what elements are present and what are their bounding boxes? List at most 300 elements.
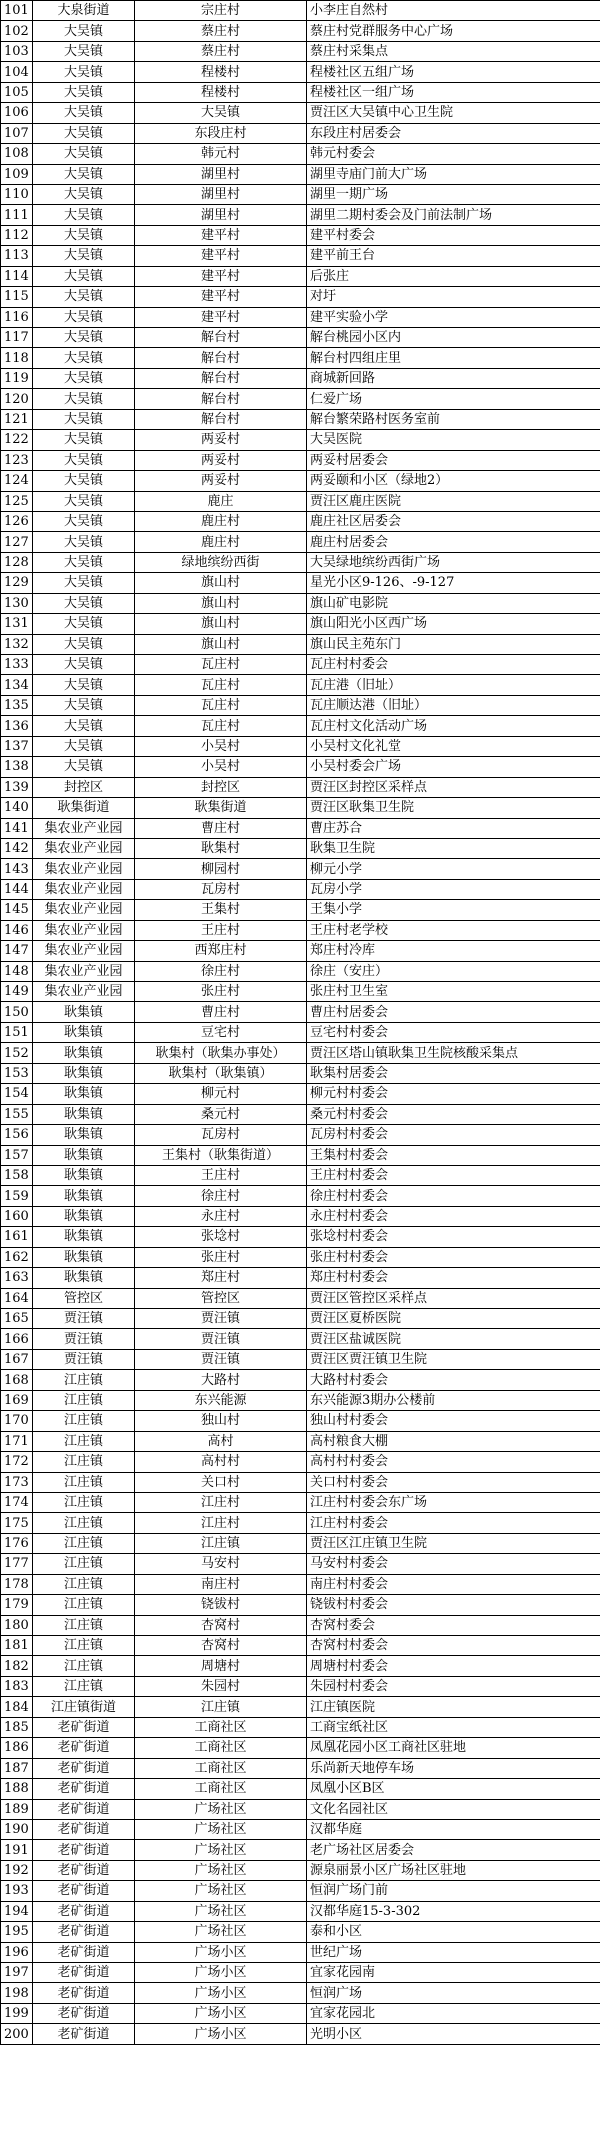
row-number: 134	[1, 675, 33, 695]
site-cell: 南庄村村委会	[307, 1574, 600, 1594]
town-cell: 集农业产业园	[33, 859, 135, 879]
row-number: 113	[1, 246, 33, 266]
village-cell: 宗庄村	[135, 1, 307, 21]
site-cell: 贾汪区塔山镇耿集卫生院核酸采集点	[307, 1043, 600, 1063]
row-number: 197	[1, 1963, 33, 1983]
village-cell: 贾汪镇	[135, 1329, 307, 1349]
table-row	[1, 1247, 600, 1267]
site-cell: 对圩	[307, 287, 600, 307]
town-cell: 集农业产业园	[33, 838, 135, 858]
town-cell: 老矿街道	[33, 1779, 135, 1799]
town-cell: 集农业产业园	[33, 920, 135, 940]
table-row	[1, 1349, 600, 1369]
town-cell: 集农业产业园	[33, 941, 135, 961]
site-cell: 程楼社区一组广场	[307, 82, 600, 102]
village-cell: 江庄村	[135, 1513, 307, 1533]
village-cell: 广场社区	[135, 1819, 307, 1839]
village-cell: 建平村	[135, 266, 307, 286]
site-cell: 建平前王台	[307, 246, 600, 266]
village-cell: 江庄镇	[135, 1533, 307, 1553]
row-number: 165	[1, 1309, 33, 1329]
village-cell: 建平村	[135, 225, 307, 245]
site-cell: 工商宝纸社区	[307, 1717, 600, 1737]
row-number: 180	[1, 1615, 33, 1635]
table-row	[1, 1104, 600, 1124]
village-cell: 瓦庄村	[135, 695, 307, 715]
site-cell: 江庄村村委会东广场	[307, 1492, 600, 1512]
town-cell: 大吴镇	[33, 675, 135, 695]
table-row	[1, 838, 600, 858]
row-number: 141	[1, 818, 33, 838]
row-number: 174	[1, 1492, 33, 1512]
row-number: 177	[1, 1554, 33, 1574]
town-cell: 江庄镇	[33, 1554, 135, 1574]
village-cell: 王庄村	[135, 1165, 307, 1185]
row-number: 190	[1, 1819, 33, 1839]
row-number: 178	[1, 1574, 33, 1594]
row-number: 158	[1, 1165, 33, 1185]
village-cell: 江庄村	[135, 1492, 307, 1512]
town-cell: 耿集镇	[33, 1043, 135, 1063]
row-number: 168	[1, 1370, 33, 1390]
town-cell: 大吴镇	[33, 123, 135, 143]
village-cell: 两妥村	[135, 471, 307, 491]
row-number: 146	[1, 920, 33, 940]
table-row	[1, 1186, 600, 1206]
village-cell: 瓦庄村	[135, 716, 307, 736]
town-cell: 耿集镇	[33, 1186, 135, 1206]
village-cell: 桑元村	[135, 1104, 307, 1124]
town-cell: 大吴镇	[33, 695, 135, 715]
table-row	[1, 1431, 600, 1451]
village-cell: 高村村	[135, 1452, 307, 1472]
site-cell: 柳元小学	[307, 859, 600, 879]
site-cell: 豆宅村村委会	[307, 1022, 600, 1042]
table-row	[1, 1227, 600, 1247]
village-cell: 解台村	[135, 368, 307, 388]
village-cell: 解台村	[135, 328, 307, 348]
town-cell: 大吴镇	[33, 307, 135, 327]
table-row	[1, 103, 600, 123]
village-cell: 广场社区	[135, 1881, 307, 1901]
village-cell: 广场小区	[135, 1942, 307, 1962]
town-cell: 江庄镇	[33, 1656, 135, 1676]
row-number: 187	[1, 1758, 33, 1778]
table-row	[1, 2003, 600, 2023]
village-cell: 西郑庄村	[135, 941, 307, 961]
village-cell: 瓦庄村	[135, 675, 307, 695]
site-cell: 贾汪区管控区采样点	[307, 1288, 600, 1308]
row-number: 115	[1, 287, 33, 307]
table-row	[1, 1, 600, 21]
site-cell: 乐尚新天地停车场	[307, 1758, 600, 1778]
site-cell: 泰和小区	[307, 1922, 600, 1942]
table-row	[1, 1860, 600, 1880]
row-number: 170	[1, 1411, 33, 1431]
village-cell: 湖里村	[135, 164, 307, 184]
row-number: 116	[1, 307, 33, 327]
table-row	[1, 1963, 600, 1983]
table-row	[1, 1738, 600, 1758]
table-row	[1, 695, 600, 715]
town-cell: 老矿街道	[33, 1901, 135, 1921]
town-cell: 大吴镇	[33, 450, 135, 470]
site-cell: 东兴能源3期办公楼前	[307, 1390, 600, 1410]
site-cell: 湖里寺庙门前大广场	[307, 164, 600, 184]
village-cell: 绿地缤纷西街	[135, 552, 307, 572]
town-cell: 集农业产业园	[33, 982, 135, 1002]
town-cell: 老矿街道	[33, 1799, 135, 1819]
table-row	[1, 1390, 600, 1410]
town-cell: 贾汪镇	[33, 1349, 135, 1369]
site-cell: 源泉丽景小区广场社区驻地	[307, 1860, 600, 1880]
village-cell: 朱园村	[135, 1676, 307, 1696]
site-cell: 瓦庄顺达港（旧址）	[307, 695, 600, 715]
table-row	[1, 205, 600, 225]
site-cell: 贾汪区耿集卫生院	[307, 798, 600, 818]
table-row	[1, 1656, 600, 1676]
village-cell: 广场社区	[135, 1840, 307, 1860]
village-cell: 大路村	[135, 1370, 307, 1390]
table-row	[1, 941, 600, 961]
row-number: 106	[1, 103, 33, 123]
town-cell: 耿集镇	[33, 1063, 135, 1083]
table-row	[1, 1554, 600, 1574]
site-cell: 徐庄村村委会	[307, 1186, 600, 1206]
table-row	[1, 82, 600, 102]
site-cell: 程楼社区五组广场	[307, 62, 600, 82]
town-cell: 江庄镇	[33, 1574, 135, 1594]
table-row	[1, 1533, 600, 1553]
site-cell: 贾汪区夏桥医院	[307, 1309, 600, 1329]
town-cell: 江庄镇街道	[33, 1697, 135, 1717]
town-cell: 大吴镇	[33, 144, 135, 164]
village-cell: 耿集村（耿集办事处）	[135, 1043, 307, 1063]
row-number: 184	[1, 1697, 33, 1717]
site-cell: 朱园村村委会	[307, 1676, 600, 1696]
town-cell: 老矿街道	[33, 2003, 135, 2023]
site-cell: 王庄村村委会	[307, 1165, 600, 1185]
table-row	[1, 287, 600, 307]
village-cell: 两妥村	[135, 450, 307, 470]
row-number: 171	[1, 1431, 33, 1451]
table-row	[1, 1636, 600, 1656]
village-cell: 工商社区	[135, 1779, 307, 1799]
table-row	[1, 1268, 600, 1288]
village-cell: 柳园村	[135, 859, 307, 879]
town-cell: 大吴镇	[33, 409, 135, 429]
table-row	[1, 1288, 600, 1308]
row-number: 181	[1, 1636, 33, 1656]
table-row	[1, 409, 600, 429]
site-cell: 商城新回路	[307, 368, 600, 388]
row-number: 143	[1, 859, 33, 879]
town-cell: 大吴镇	[33, 471, 135, 491]
row-number: 161	[1, 1227, 33, 1247]
town-cell: 大吴镇	[33, 328, 135, 348]
village-cell: 湖里村	[135, 184, 307, 204]
site-cell: 旗山矿电影院	[307, 593, 600, 613]
row-number: 101	[1, 1, 33, 21]
row-number: 105	[1, 82, 33, 102]
site-cell: 湖里二期村委会及门前法制广场	[307, 205, 600, 225]
site-cell: 郑庄村村委会	[307, 1268, 600, 1288]
row-number: 135	[1, 695, 33, 715]
site-cell: 后张庄	[307, 266, 600, 286]
table-row	[1, 1983, 600, 2003]
site-cell: 王庄村老学校	[307, 920, 600, 940]
town-cell: 老矿街道	[33, 1840, 135, 1860]
town-cell: 江庄镇	[33, 1513, 135, 1533]
village-cell: 耿集街道	[135, 798, 307, 818]
site-cell: 耿集村居委会	[307, 1063, 600, 1083]
site-cell: 铙钹村村委会	[307, 1595, 600, 1615]
table-row	[1, 389, 600, 409]
table-row	[1, 716, 600, 736]
site-cell: 小吴村文化礼堂	[307, 736, 600, 756]
row-number: 127	[1, 532, 33, 552]
village-cell: 韩元村	[135, 144, 307, 164]
site-cell: 耿集卫生院	[307, 838, 600, 858]
village-cell: 解台村	[135, 389, 307, 409]
table-row	[1, 471, 600, 491]
village-cell: 铙钹村	[135, 1595, 307, 1615]
site-cell: 宜家花园北	[307, 2003, 600, 2023]
row-number: 169	[1, 1390, 33, 1410]
row-number: 108	[1, 144, 33, 164]
site-cell: 贾汪区鹿庄医院	[307, 491, 600, 511]
village-cell: 贾汪镇	[135, 1349, 307, 1369]
village-cell: 蔡庄村	[135, 41, 307, 61]
site-cell: 张埝村村委会	[307, 1227, 600, 1247]
town-cell: 大吴镇	[33, 655, 135, 675]
table-row	[1, 879, 600, 899]
row-number: 107	[1, 123, 33, 143]
row-number: 121	[1, 409, 33, 429]
row-number: 183	[1, 1676, 33, 1696]
table-row	[1, 1615, 600, 1635]
row-number: 194	[1, 1901, 33, 1921]
town-cell: 耿集镇	[33, 1104, 135, 1124]
row-number: 124	[1, 471, 33, 491]
village-cell: 广场社区	[135, 1901, 307, 1921]
village-cell: 旗山村	[135, 573, 307, 593]
table-row	[1, 328, 600, 348]
village-cell: 高村	[135, 1431, 307, 1451]
town-cell: 贾汪镇	[33, 1329, 135, 1349]
row-number: 122	[1, 430, 33, 450]
row-number: 128	[1, 552, 33, 572]
village-cell: 广场小区	[135, 2024, 307, 2044]
table-row	[1, 573, 600, 593]
village-cell: 蔡庄村	[135, 21, 307, 41]
table-row	[1, 184, 600, 204]
site-cell: 大路村村委会	[307, 1370, 600, 1390]
table-row	[1, 491, 600, 511]
table-row	[1, 1452, 600, 1472]
village-cell: 程楼村	[135, 62, 307, 82]
village-cell: 广场社区	[135, 1860, 307, 1880]
village-cell: 曹庄村	[135, 1002, 307, 1022]
site-cell: 王集村村委会	[307, 1145, 600, 1165]
site-cell: 建平实验小学	[307, 307, 600, 327]
row-number: 137	[1, 736, 33, 756]
row-number: 117	[1, 328, 33, 348]
row-number: 112	[1, 225, 33, 245]
town-cell: 耿集镇	[33, 1145, 135, 1165]
town-cell: 耿集镇	[33, 1206, 135, 1226]
town-cell: 老矿街道	[33, 1738, 135, 1758]
row-number: 131	[1, 614, 33, 634]
row-number: 189	[1, 1799, 33, 1819]
village-cell: 周塘村	[135, 1656, 307, 1676]
table-row	[1, 1513, 600, 1533]
table-row	[1, 593, 600, 613]
row-number: 123	[1, 450, 33, 470]
table-row	[1, 1492, 600, 1512]
table-row	[1, 1411, 600, 1431]
village-cell: 耿集村（耿集镇）	[135, 1063, 307, 1083]
table-row	[1, 920, 600, 940]
town-cell: 大吴镇	[33, 82, 135, 102]
village-cell: 两妥村	[135, 430, 307, 450]
town-cell: 耿集镇	[33, 1247, 135, 1267]
site-cell: 世纪广场	[307, 1942, 600, 1962]
table-row	[1, 675, 600, 695]
village-cell: 广场小区	[135, 1963, 307, 1983]
row-number: 191	[1, 1840, 33, 1860]
table-row	[1, 21, 600, 41]
site-cell: 韩元村委会	[307, 144, 600, 164]
row-number: 150	[1, 1002, 33, 1022]
site-cell: 光明小区	[307, 2024, 600, 2044]
table-row	[1, 982, 600, 1002]
site-cell: 鹿庄村居委会	[307, 532, 600, 552]
site-cell: 东段庄村居委会	[307, 123, 600, 143]
table-row	[1, 144, 600, 164]
village-cell: 广场社区	[135, 1799, 307, 1819]
row-number: 200	[1, 2024, 33, 2044]
row-number: 111	[1, 205, 33, 225]
row-number: 195	[1, 1922, 33, 1942]
table-row	[1, 532, 600, 552]
town-cell: 耿集镇	[33, 1125, 135, 1145]
site-cell: 大吴医院	[307, 430, 600, 450]
row-number: 119	[1, 368, 33, 388]
town-cell: 老矿街道	[33, 1860, 135, 1880]
table-row	[1, 1881, 600, 1901]
site-cell: 解台繁荣路村医务室前	[307, 409, 600, 429]
town-cell: 集农业产业园	[33, 961, 135, 981]
site-cell: 贾汪区江庄镇卫生院	[307, 1533, 600, 1553]
town-cell: 耿集镇	[33, 1165, 135, 1185]
village-cell: 封控区	[135, 777, 307, 797]
row-number: 199	[1, 2003, 33, 2023]
row-number: 167	[1, 1349, 33, 1369]
table-row	[1, 1084, 600, 1104]
village-cell: 湖里村	[135, 205, 307, 225]
row-number: 132	[1, 634, 33, 654]
row-number: 163	[1, 1268, 33, 1288]
village-cell: 解台村	[135, 409, 307, 429]
town-cell: 集农业产业园	[33, 818, 135, 838]
table-row	[1, 1145, 600, 1165]
site-cell: 凤凰小区B区	[307, 1779, 600, 1799]
town-cell: 大吴镇	[33, 368, 135, 388]
table-row	[1, 225, 600, 245]
site-cell: 大吴绿地缤纷西街广场	[307, 552, 600, 572]
village-cell: 工商社区	[135, 1738, 307, 1758]
town-cell: 大吴镇	[33, 757, 135, 777]
village-cell: 柳元村	[135, 1084, 307, 1104]
row-number: 149	[1, 982, 33, 1002]
village-cell: 鹿庄村	[135, 532, 307, 552]
site-cell: 老广场社区居委会	[307, 1840, 600, 1860]
town-cell: 大吴镇	[33, 552, 135, 572]
village-cell: 南庄村	[135, 1574, 307, 1594]
town-cell: 大吴镇	[33, 430, 135, 450]
row-number: 109	[1, 164, 33, 184]
town-cell: 大吴镇	[33, 21, 135, 41]
town-cell: 大吴镇	[33, 103, 135, 123]
town-cell: 江庄镇	[33, 1411, 135, 1431]
row-number: 182	[1, 1656, 33, 1676]
town-cell: 大吴镇	[33, 614, 135, 634]
town-cell: 大吴镇	[33, 573, 135, 593]
row-number: 186	[1, 1738, 33, 1758]
table-row	[1, 1901, 600, 1921]
village-cell: 小吴村	[135, 757, 307, 777]
table-row	[1, 307, 600, 327]
table-row	[1, 1165, 600, 1185]
town-cell: 贾汪镇	[33, 1309, 135, 1329]
site-cell: 文化名园社区	[307, 1799, 600, 1819]
row-number: 175	[1, 1513, 33, 1533]
town-cell: 耿集镇	[33, 1268, 135, 1288]
village-cell: 鹿庄村	[135, 511, 307, 531]
site-cell: 贾汪区贾汪镇卫生院	[307, 1349, 600, 1369]
table-row	[1, 1574, 600, 1594]
row-number: 185	[1, 1717, 33, 1737]
site-cell: 解台村四组庄里	[307, 348, 600, 368]
village-cell: 东兴能源	[135, 1390, 307, 1410]
table-row	[1, 1799, 600, 1819]
site-cell: 王集小学	[307, 900, 600, 920]
site-table-body	[1, 1, 600, 2045]
village-cell: 工商社区	[135, 1758, 307, 1778]
row-number: 179	[1, 1595, 33, 1615]
row-number: 104	[1, 62, 33, 82]
site-cell: 马安村村委会	[307, 1554, 600, 1574]
town-cell: 江庄镇	[33, 1636, 135, 1656]
town-cell: 江庄镇	[33, 1595, 135, 1615]
village-cell: 徐庄村	[135, 961, 307, 981]
town-cell: 大吴镇	[33, 634, 135, 654]
site-cell: 汉都华庭	[307, 1819, 600, 1839]
row-number: 120	[1, 389, 33, 409]
table-row	[1, 1717, 600, 1737]
town-cell: 江庄镇	[33, 1370, 135, 1390]
table-row	[1, 511, 600, 531]
row-number: 157	[1, 1145, 33, 1165]
village-cell: 建平村	[135, 307, 307, 327]
table-row	[1, 246, 600, 266]
town-cell: 老矿街道	[33, 1922, 135, 1942]
table-row	[1, 348, 600, 368]
site-cell: 两妥村居委会	[307, 450, 600, 470]
village-cell: 鹿庄	[135, 491, 307, 511]
village-cell: 王集村（耿集街道）	[135, 1145, 307, 1165]
